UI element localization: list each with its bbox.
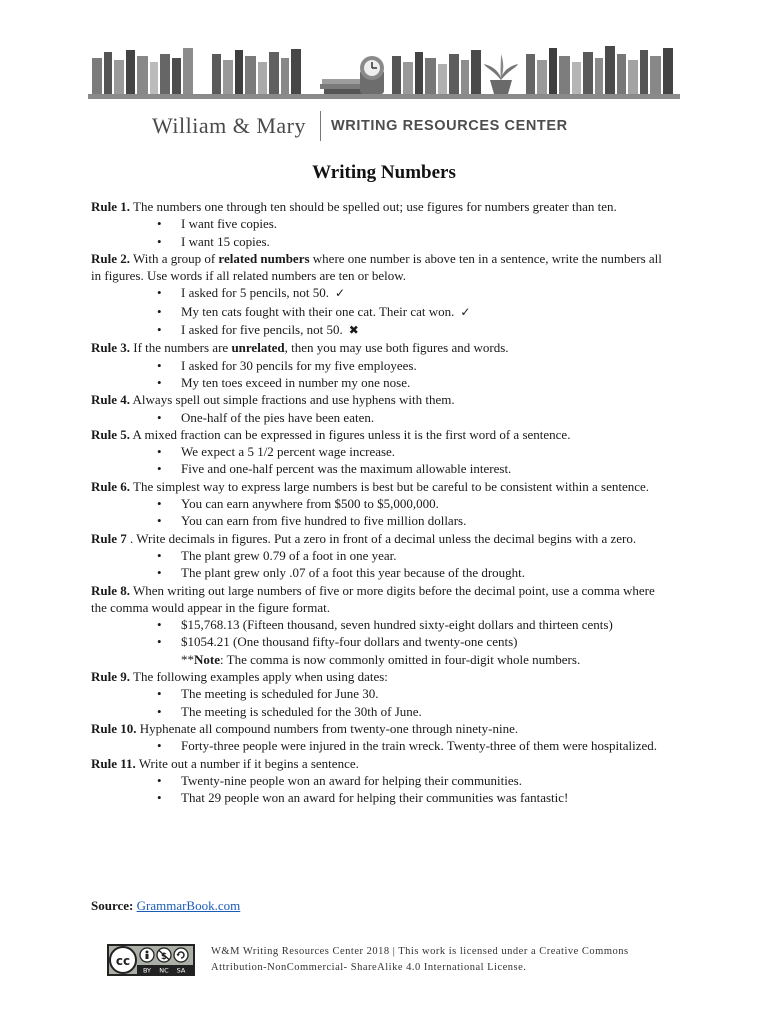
rule-text: The numbers one through ten should be spelled out; use figures for numbers greater than ten. bbox=[133, 199, 617, 214]
rule-8 bbox=[91, 582, 671, 617]
cross-icon: ✖ bbox=[348, 323, 359, 338]
rule-label: Rule 6. bbox=[91, 478, 130, 494]
rule-label: Rule 10. bbox=[91, 720, 137, 736]
rule-10 bbox=[91, 720, 671, 737]
example-text: My ten cats fought with their one cat. Their cat won. bbox=[181, 303, 455, 319]
example-item bbox=[181, 737, 671, 754]
example-item bbox=[181, 374, 671, 391]
rule-text: If the numbers are bbox=[133, 340, 232, 356]
example-list bbox=[91, 495, 671, 530]
example-item bbox=[181, 443, 671, 460]
rule-3 bbox=[91, 339, 671, 356]
rule-2 bbox=[91, 250, 671, 285]
rule-5 bbox=[91, 426, 671, 443]
rule-label: Rule 2. bbox=[91, 250, 130, 266]
example-text: Five and one-half percent was the maximum allowable interest. bbox=[181, 461, 512, 477]
rule-label: Rule 4. bbox=[91, 392, 130, 408]
example-text: One-half of the pies have been eaten. bbox=[181, 409, 375, 425]
cc-badge-nc: NC bbox=[159, 966, 169, 975]
rule-1 bbox=[91, 198, 671, 215]
rule-9 bbox=[91, 668, 671, 685]
example-text: I want 15 copies. bbox=[181, 233, 270, 249]
example-item bbox=[181, 547, 671, 564]
example-text: The meeting is scheduled for the 30th of June. bbox=[181, 703, 422, 719]
example-text: I asked for 30 pencils for my five employees. bbox=[181, 357, 417, 373]
rule-text: When writing out large numbers of five or more digits before the decimal point, use a comma where the comma would appear in the figure format. bbox=[91, 582, 655, 615]
example-list bbox=[91, 443, 671, 478]
example-text: $15,768.13 (Fifteen thousand, seven hundred sixty-eight dollars and thirteen cents) bbox=[181, 617, 613, 633]
rule-text: With a group of bbox=[133, 250, 219, 266]
example-item bbox=[181, 357, 671, 374]
source-link[interactable]: GrammarBook.com bbox=[136, 898, 241, 913]
note-prefix: ** bbox=[181, 651, 194, 667]
cc-badge-cc: cc bbox=[115, 954, 131, 968]
example-text: We expect a 5 1/2 percent wage increase. bbox=[181, 444, 396, 460]
bookshelf-illustration-icon bbox=[88, 40, 680, 100]
header-banner bbox=[0, 0, 768, 160]
rule-text: , then you may use both figures and words. bbox=[284, 340, 509, 356]
license-footer bbox=[107, 942, 667, 982]
example-item bbox=[181, 321, 671, 339]
source-line bbox=[91, 898, 240, 914]
note-text: : The comma is now commonly omitted in four-digit whole numbers. bbox=[220, 651, 581, 667]
rule-text: . Write decimals in figures. Put a zero in front of a decimal unless the decimal begins with a zero. bbox=[130, 530, 637, 546]
example-item bbox=[181, 460, 671, 477]
example-list bbox=[91, 616, 671, 668]
example-item bbox=[181, 564, 671, 581]
example-item bbox=[181, 233, 671, 250]
center-name: WRITING RESOURCES CENTER bbox=[330, 118, 568, 134]
example-list bbox=[91, 685, 671, 720]
page-title: Writing Numbers bbox=[312, 162, 456, 183]
example-text: The plant grew only .07 of a foot this year because of the drought. bbox=[181, 565, 526, 581]
example-item bbox=[181, 685, 671, 702]
rule-label: Rule 3. bbox=[91, 340, 130, 356]
logo-divider bbox=[320, 111, 321, 141]
rule-label: Rule 8. bbox=[91, 582, 130, 598]
rule-emphasis: unrelated bbox=[231, 340, 285, 356]
checkmark-icon: ✓ bbox=[335, 286, 346, 301]
example-item bbox=[181, 772, 671, 789]
rule-label: Rule 5. bbox=[91, 426, 130, 442]
example-text: I want five copies. bbox=[181, 216, 278, 232]
example-item bbox=[181, 633, 671, 650]
rule-label: Rule 7 bbox=[91, 530, 127, 546]
svg-text:$: $ bbox=[160, 952, 168, 962]
example-text: $1054.21 (One thousand fifty-four dollars and twenty-one cents) bbox=[181, 634, 518, 650]
example-item bbox=[181, 215, 671, 232]
cc-badge-by: BY bbox=[142, 966, 152, 975]
license-text: W&M Writing Resources Center 2018 | This work is licensed under a Creative Commons Attribution-NonCommercial- ShareAlike 4.0 International License. bbox=[211, 946, 629, 973]
note-label: Note bbox=[194, 651, 220, 667]
source-label: Source: bbox=[91, 898, 134, 913]
example-item bbox=[181, 284, 671, 302]
rule-4 bbox=[91, 391, 671, 408]
cc-badge-sa: SA bbox=[176, 966, 186, 975]
example-text: Twenty-nine people won an award for helping their communities. bbox=[181, 772, 522, 788]
example-list bbox=[91, 737, 671, 754]
example-list bbox=[91, 284, 671, 339]
example-text: You can earn from five hundred to five million dollars. bbox=[181, 513, 467, 529]
rule-emphasis: related numbers bbox=[218, 250, 310, 266]
creative-commons-by-nc-sa-icon[interactable] bbox=[107, 944, 195, 976]
rule-text: where one number is above ten in a sentence, write the numbers all in figures. Use words if all related numbers are ten or below. bbox=[91, 250, 662, 284]
example-item bbox=[181, 512, 671, 529]
example-text: I asked for 5 pencils, not 50. bbox=[181, 285, 330, 301]
rule-text: Hyphenate all compound numbers from twenty-one through ninety-nine. bbox=[139, 720, 519, 736]
rule-note bbox=[181, 651, 671, 668]
example-item bbox=[181, 495, 671, 512]
example-list bbox=[91, 547, 671, 582]
rules-list bbox=[91, 198, 671, 806]
rule-text: Write out a number if it begins a sentence. bbox=[138, 755, 359, 771]
rule-label: Rule 1. bbox=[91, 199, 130, 214]
example-item bbox=[181, 409, 671, 426]
rule-label: Rule 11. bbox=[91, 755, 136, 771]
logo bbox=[152, 108, 568, 144]
example-text: I asked for five pencils, not 50. bbox=[181, 322, 343, 338]
rule-text: The following examples apply when using dates: bbox=[133, 669, 388, 685]
rule-label: Rule 9. bbox=[91, 669, 130, 685]
example-text: You can earn anywhere from $500 to $5,000,000. bbox=[181, 496, 439, 512]
example-text: That 29 people won an award for helping their communities was fantastic! bbox=[181, 790, 569, 806]
rule-text: The simplest way to express large numbers is best but be careful to be consistent within a sentence. bbox=[133, 478, 650, 494]
example-item bbox=[181, 789, 671, 806]
example-text: My ten toes exceed in number my one nose. bbox=[181, 374, 411, 390]
example-text: Forty-three people were injured in the train wreck. Twenty-three of them were hospitalized. bbox=[181, 738, 658, 754]
example-item bbox=[181, 303, 671, 321]
example-list bbox=[91, 772, 671, 807]
rule-6 bbox=[91, 478, 671, 495]
institution-name: William & Mary bbox=[152, 113, 306, 138]
example-text: The plant grew 0.79 of a foot in one year. bbox=[181, 547, 397, 563]
example-list bbox=[91, 409, 671, 426]
example-list bbox=[91, 215, 671, 250]
rule-text: A mixed fraction can be expressed in figures unless it is the first word of a sentence. bbox=[132, 426, 571, 442]
checkmark-icon: ✓ bbox=[460, 304, 471, 319]
example-list bbox=[91, 357, 671, 392]
example-item bbox=[181, 703, 671, 720]
rule-text: Always spell out simple fractions and use hyphens with them. bbox=[132, 392, 455, 408]
example-text: The meeting is scheduled for June 30. bbox=[181, 686, 379, 702]
rule-11 bbox=[91, 755, 671, 772]
rule-7 bbox=[91, 530, 671, 547]
example-item bbox=[181, 616, 671, 633]
